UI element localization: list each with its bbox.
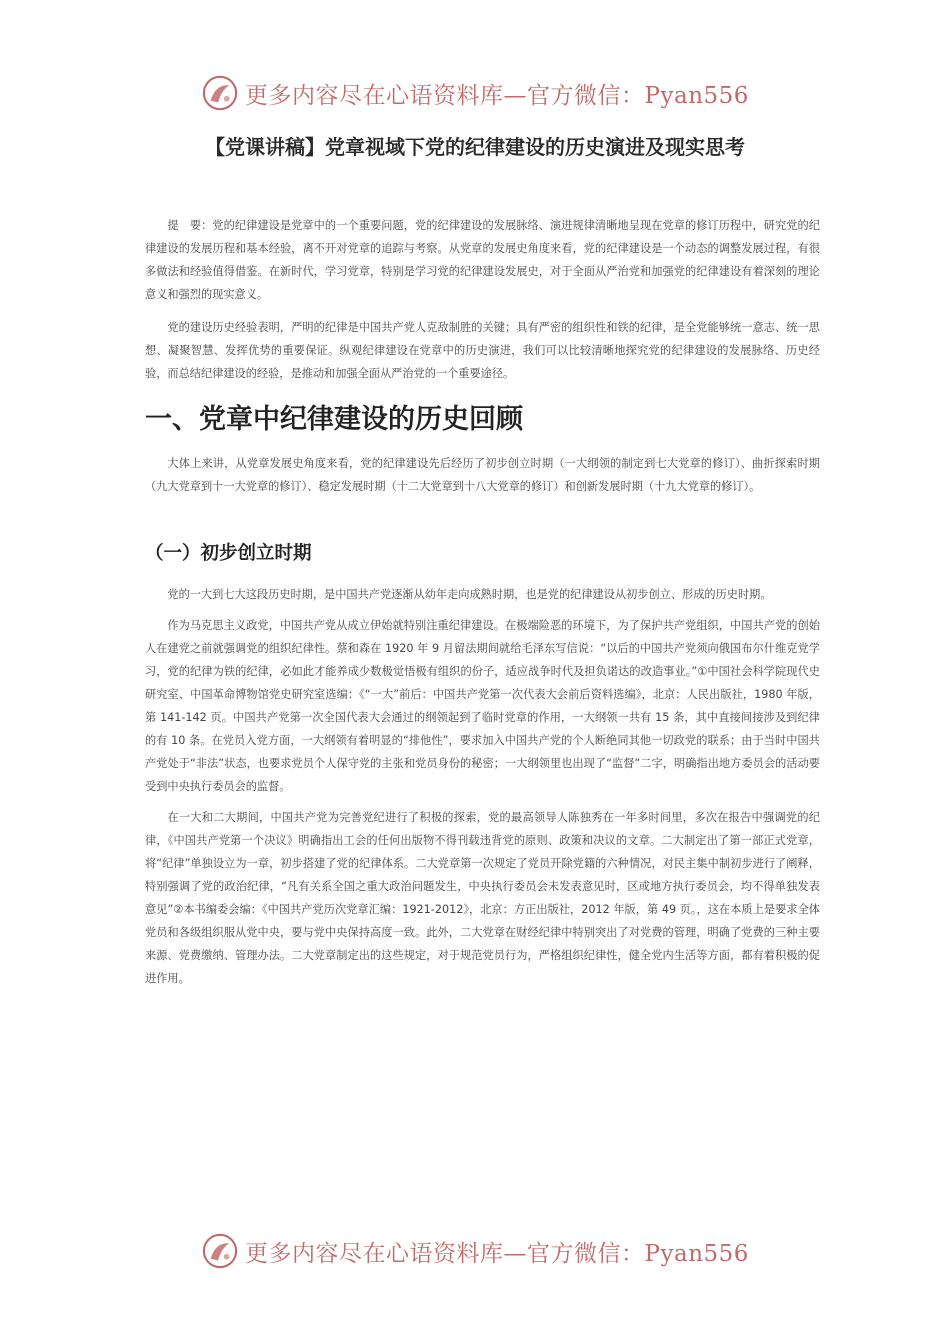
subsection-heading-1: （一）初步创立时期 — [145, 543, 312, 564]
section-heading-1: 一、党章中纪律建设的历史回顾 — [145, 404, 523, 435]
footer-watermark-banner — [0, 1232, 950, 1270]
subsection-1-block — [145, 583, 820, 998]
section-1-block — [145, 452, 820, 506]
abstract-block — [145, 214, 820, 314]
header-watermark-banner — [0, 74, 950, 112]
abstract-paragraph: 提 要：党的纪律建设是党章中的一个重要问题，党的纪律建设的发展脉络、演进规律清晰地呈现在党章的修订历程中，研究党的纪律建设的发展历程和基本经验，离不开对党章的追踪与考察。从党章的发展史角度来看，党的纪律建设是一个动态的调整发展过程，有很多做法和经验值得借鉴。在新时代，学习党章，特别是学习党的纪律建设发展史，对于全面从严治党和加强党的纪律建设有着深刻的理论意义和强烈的现实意义。 — [145, 219, 820, 301]
intro-paragraph: 党的建设历史经验表明，严明的纪律是中国共产党人克敌制胜的关键；具有严密的组织性和铁的纪律，是全党能够统一意志、统一思想、凝聚智慧、发挥优势的重要保证。纵观纪律建设在党章中的历史演进，我们可以比较清晰地探究党的纪律建设的发展脉络、历史经验，而总结纪律建设的经验，是推动和加强全面从严治党的一个重要途径。 — [145, 321, 820, 380]
document-title: 【党课讲稿】党章视域下党的纪律建设的历史演进及现实思考 — [205, 135, 745, 159]
intro-block — [145, 316, 820, 393]
banner-text: 更多内容尽在心语资料库—官方微信：Pyan556 — [245, 82, 749, 109]
logo-icon — [201, 1232, 239, 1270]
body-paragraph: 党的一大到七大这段历史时期，是中国共产党逐渐从幼年走向成熟时期，也是党的纪律建设从初步创立、形成的历史时期。 — [167, 588, 772, 601]
section-1-paragraph: 大体上来讲，从党章发展史角度来看，党的纪律建设先后经历了初步创立时期（一大纲领的制定到七大党章的修订）、曲折探索时期（九大党章到十一大党章的修订）、稳定发展时期（十二大党章到十八大党章的修订）和创新发展时期（十九大党章的修订）。 — [145, 457, 820, 493]
logo-icon — [201, 74, 239, 112]
body-paragraph: 在一大和二大期间，中国共产党为完善党纪进行了积极的探索，党的最高领导人陈独秀在一年多时间里，多次在报告中强调党的纪律，《中国共产党第一个决议》明确指出工会的任何出版物不得刊载违背党的原则、政策和决议的文章。二大制定出了第一部正式党章，将“纪律”单独设立为一章，初步搭建了党的纪律体系。二大党章第一次规定了党员开除党籍的六种情况，对民主集中制初步进行了阐释，特别强调了党的政治纪律，“凡有关系全国之重大政治问题发生，中央执行委员会未发表意见时，区或地方执行委员会，均不得单独发表意见”②本书编委会编：《中国共产党历次党章汇编：1921-2012》，北京：方正出版社，2012 年版，第 49 页。，这在本质上是要求全体党员和各级组织服从党中央，要与党中央保持高度一致。此外，二大党章在财经纪律中特别突出了对党费的管理，明确了党费的三种主要来源、党费缴纳、管理办法。二大党章制定出的这些规定，对于规范党员行为，严格组织纪律性，健全党内生活等方面，都有着积极的促进作用。 — [145, 811, 820, 985]
body-paragraph: 作为马克思主义政党，中国共产党从成立伊始就特别注重纪律建设。在极端险恶的环境下，为了保护共产党组织，中国共产党的创始人在建党之前就强调党的组织纪律性。蔡和森在 1920 年 9 月留法期间就给毛泽东写信说：“以后的中国共产党须向俄国布尔什维克党学习，党的纪律为铁的纪律，必如此才能养成少数极觉悟极有组织的份子，适应战争时代及担负诺达的改造事业。”①中国社会科学院现代史研究室、中国革命博物馆党史研究室选编：《“一大”前后：中国共产党第一次代表大会前后资料选编》，北京：人民出版社，1980 年版，第 141-142 页。中国共产党第一次全国代表大会通过的纲领起到了临时党章的作用，一大纲领一共有 15 条，其中直接间接涉及到纪律的有 10 条。在党员入党方面，一大纲领有着明显的“排他性”，要求加入中国共产党的个人断绝同其他一切政党的联系；由于当时中国共产党处于“非法”状态，也要求党员个人保守党的主张和党员身份的秘密；一大纲领里也出现了“监督”二字，明确指出地方委员会的活动要受到中央执行委员会的监督。 — [145, 619, 820, 793]
banner-text: 更多内容尽在心语资料库—官方微信：Pyan556 — [245, 1240, 749, 1267]
